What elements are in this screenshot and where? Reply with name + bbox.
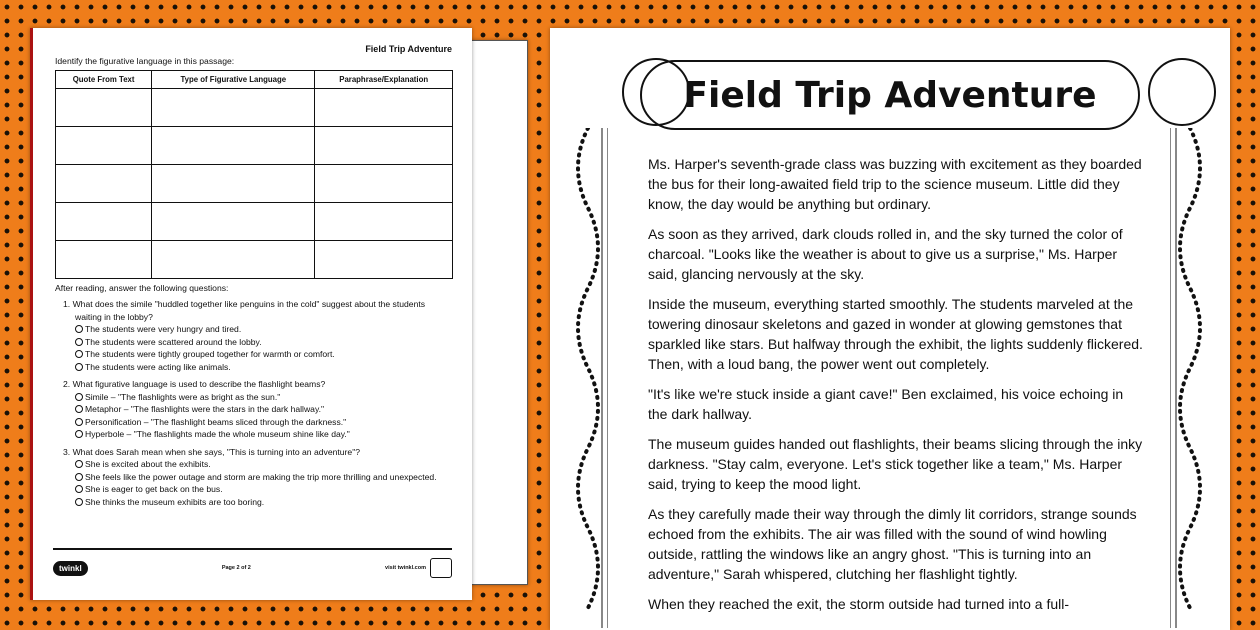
- question-number: 3.: [63, 446, 71, 457]
- table-row: [56, 203, 453, 241]
- radio-circle-icon[interactable]: [75, 350, 83, 358]
- option-text: She thinks the museum exhibits are too boring.: [85, 496, 265, 507]
- radio-circle-icon[interactable]: [75, 430, 83, 438]
- option-text: She is eager to get back on the bus.: [85, 484, 223, 494]
- balloon-right-icon: [1148, 58, 1216, 126]
- option-text: The students were tightly grouped together for warmth or comfort.: [85, 349, 335, 359]
- answer-option[interactable]: [61, 348, 452, 361]
- footer: [53, 548, 452, 578]
- question: [61, 446, 452, 509]
- table-row: [56, 89, 453, 127]
- story-page: [550, 28, 1230, 630]
- question: [61, 378, 452, 441]
- question-text: What figurative language is used to describe the flashlight beams?: [72, 379, 326, 389]
- col-header: Type of Figurative Language: [152, 71, 315, 89]
- story-paragraph: The museum guides handed out flashlights, their beams slicing through the inky darkness. "Stay calm, everyone. Let's stick together like a team," Ms. Harper said, trying to keep the mood light.: [648, 436, 1143, 492]
- site-link[interactable]: visit twinkl.com: [385, 565, 426, 571]
- table-row: [56, 241, 453, 279]
- option-text: Metaphor – "The flashlights were the stars in the dark hallway.": [85, 404, 325, 414]
- twinkl-logo: twinkl: [53, 561, 88, 576]
- question-text: What does the simile "huddled together like penguins in the cold" suggest about the students waiting in the lobby?: [72, 299, 426, 322]
- question-text: What does Sarah mean when she says, "This is turning into an adventure"?: [72, 446, 361, 457]
- option-text: Hyperbole – "The flashlights made the whole museum shine like day.": [85, 429, 350, 439]
- radio-circle-icon[interactable]: [75, 393, 83, 401]
- question: [61, 298, 452, 373]
- story-title: Field Trip Adventure: [683, 74, 1097, 116]
- questions-intro: After reading, answer the following questions:: [55, 283, 229, 293]
- answer-option[interactable]: [61, 403, 452, 416]
- story-paragraph: Ms. Harper's seventh-grade class was buzzing with excitement as they boarded the bus for their long-awaited field trip to the science museum. Little did they know, the day would be anything but ordinary.: [648, 156, 1142, 212]
- radio-circle-icon[interactable]: [75, 485, 83, 493]
- worksheet-page: [30, 28, 472, 600]
- option-text: Simile – "The flashlights were as bright as the sun.": [85, 391, 281, 402]
- radio-circle-icon[interactable]: [75, 405, 83, 413]
- table-row: [56, 127, 453, 165]
- option-text: She feels like the power outage and storm are making the trip more thrilling and unexpected.: [85, 471, 437, 482]
- radio-circle-icon[interactable]: [75, 418, 83, 426]
- story-paragraph: "It's like we're stuck inside a giant cave!" Ben exclaimed, his voice echoing in the dark hallway.: [648, 386, 1124, 422]
- question-number: 1.: [63, 299, 71, 309]
- figurative-table: [55, 70, 453, 279]
- story-paragraph: As soon as they arrived, dark clouds rolled in, and the sky turned the color of charcoal. "Looks like the weather is about to give us a surprise," Ms. Harper said, glancing nervously at the sky.: [648, 226, 1123, 282]
- answer-option[interactable]: [61, 458, 452, 471]
- option-text: The students were scattered around the lobby.: [85, 336, 262, 347]
- option-text: She is excited about the exhibits.: [85, 459, 211, 469]
- col-header: Paraphrase/Explanation: [315, 71, 453, 89]
- answer-option[interactable]: [61, 361, 452, 374]
- badge-icon: [430, 558, 452, 578]
- page-number: Page 2 of 2: [221, 565, 251, 571]
- radio-circle-icon[interactable]: [75, 363, 83, 371]
- instruction: Identify the figurative language in this passage:: [55, 56, 235, 66]
- worksheet-header: Field Trip Adventure: [365, 44, 452, 54]
- question-number: 2.: [63, 379, 71, 389]
- questions-list: [55, 298, 452, 508]
- dotted-vine-left-icon: [568, 128, 608, 628]
- story-paragraph: As they carefully made their way through the dimly lit corridors, strange sounds echoed from the exhibits. The air was filled with the sound of wind howling outside, rattling the windows like an angry ghost. "This is turning into an adventure," Sarah whispered, clutching her flashlight tightly.: [648, 506, 1137, 582]
- story-paragraph: When they reached the exit, the storm outside had turned into a full-: [648, 596, 1070, 612]
- answer-option[interactable]: [61, 391, 452, 404]
- option-text: The students were acting like animals.: [85, 361, 231, 372]
- story-paragraph: Inside the museum, everything started smoothly. The students marveled at the towering dinosaur skeletons and gazed in wonder at glowing gemstones that sparkled like stars. But halfway through the exhibit, the lights suddenly flickered. Then, with a loud bang, the power went out completely.: [648, 296, 1143, 372]
- title-banner: [640, 60, 1140, 130]
- radio-circle-icon[interactable]: [75, 338, 83, 346]
- answer-option[interactable]: [61, 483, 452, 496]
- dotted-vine-right-icon: [1170, 128, 1210, 628]
- option-text: The students were very hungry and tired.: [85, 324, 242, 334]
- answer-option[interactable]: [61, 336, 452, 349]
- answer-option[interactable]: [61, 323, 452, 336]
- option-text: Personification – "The flashlight beams sliced through the darkness.": [85, 416, 347, 427]
- answer-option[interactable]: [61, 471, 452, 484]
- answer-option[interactable]: [61, 428, 452, 441]
- answer-option[interactable]: [61, 416, 452, 429]
- radio-circle-icon[interactable]: [75, 498, 83, 506]
- table-row: [56, 165, 453, 203]
- radio-circle-icon[interactable]: [75, 473, 83, 481]
- col-header: Quote From Text: [56, 71, 152, 89]
- radio-circle-icon[interactable]: [75, 460, 83, 468]
- radio-circle-icon[interactable]: [75, 325, 83, 333]
- answer-option[interactable]: [61, 496, 452, 509]
- story-body: [648, 154, 1143, 624]
